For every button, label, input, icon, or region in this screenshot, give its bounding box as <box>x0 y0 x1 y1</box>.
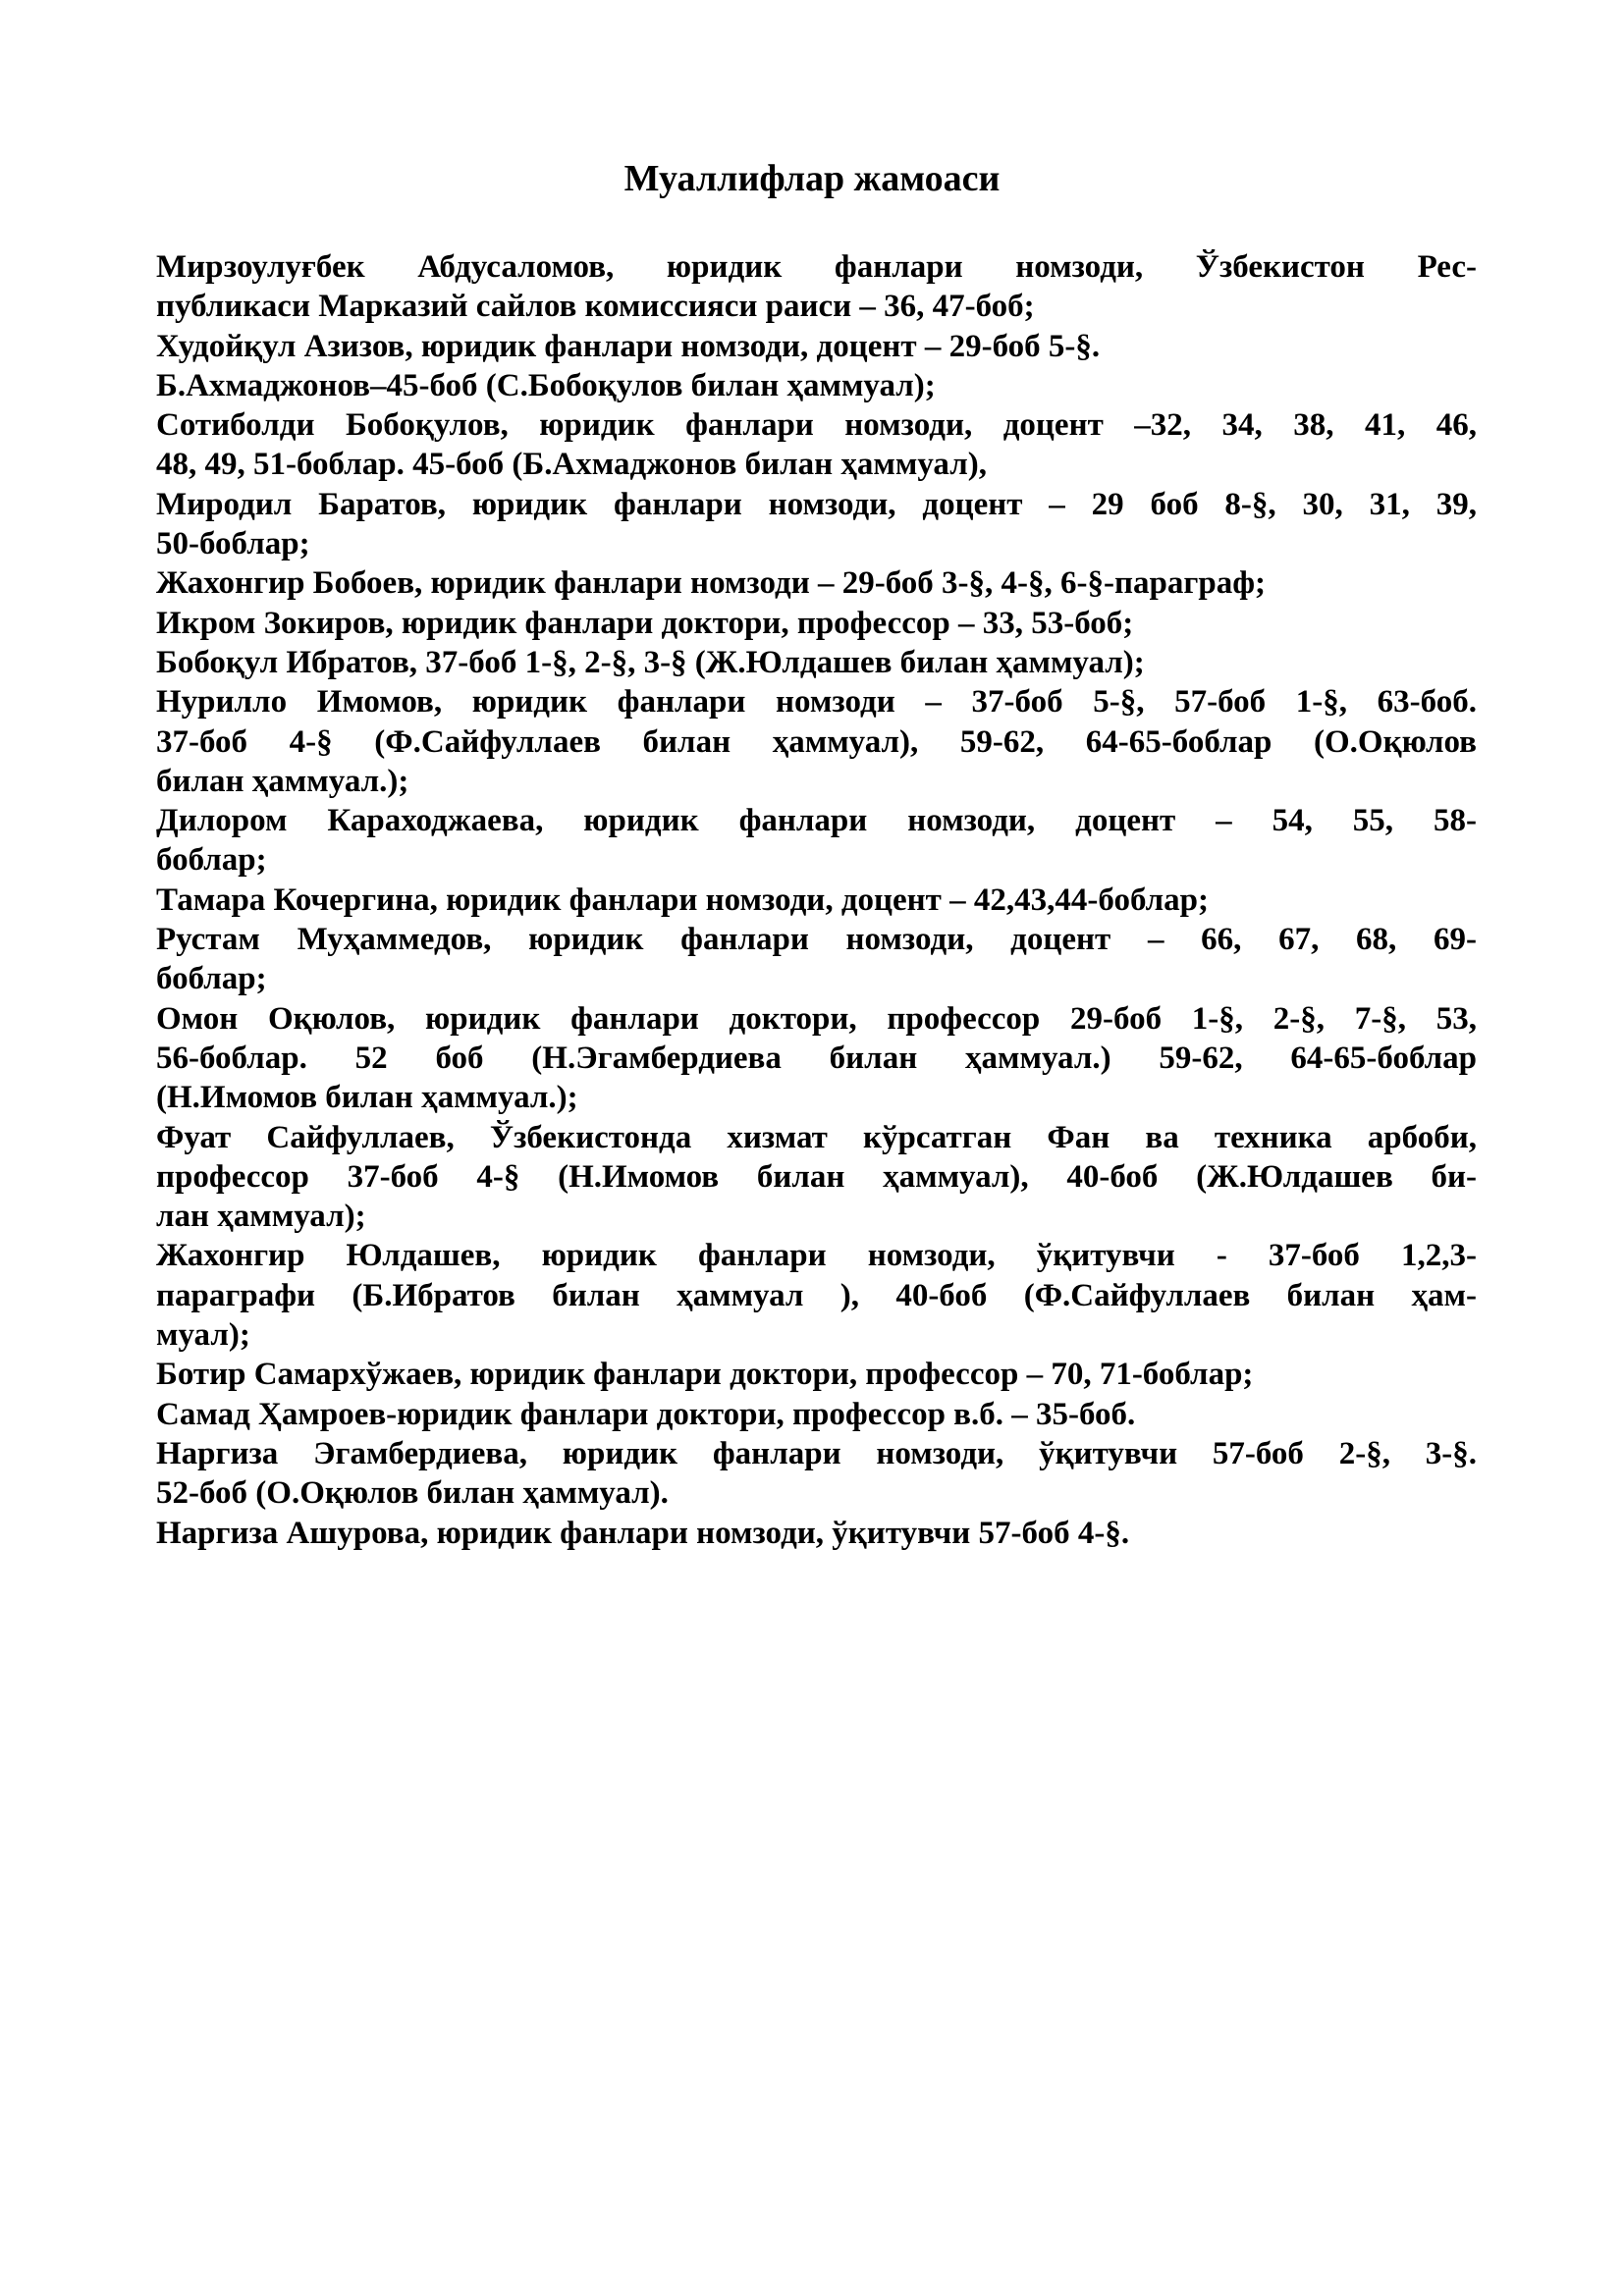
author-entry-line: Жахонгир Юлдашев, юридик фанлари номзоди, ўқитувчи - 37-боб 1,2,3- <box>156 1238 1477 1274</box>
author-entry <box>156 604 1477 643</box>
author-entry <box>156 643 1477 682</box>
author-entry-line: Жахонгир Бобоев, юридик фанлари номзоди – 29-боб 3-§, 4-§, 6-§-параграф; <box>156 565 1267 602</box>
author-entry <box>156 999 1477 1118</box>
author-entry-line: муал); <box>156 1317 250 1354</box>
author-entry-line: Худойқул Азизов, юридик фанлари номзоди, доцент – 29-боб 5-§. <box>156 328 1101 364</box>
author-entry-line: параграфи (Б.Ибратов билан ҳаммуал ), 40-боб (Ф.Сайфуллаев билан ҳам- <box>156 1277 1477 1313</box>
author-entry-line: Ботир Самархўжаев, юридик фанлари доктори, профессор – 70, 71-боблар; <box>156 1357 1254 1393</box>
author-entry-line: Рустам Муҳаммедов, юридик фанлари номзоди, доцент – 66, 67, 68, 69- <box>156 922 1477 958</box>
author-entry <box>156 682 1477 801</box>
author-entry-line: Наргиза Эгамбердиева, юридик фанлари номзоди, ўқитувчи 57-боб 2-§, 3-§. <box>156 1435 1477 1471</box>
author-entry-line: лан ҳаммуал); <box>156 1199 366 1235</box>
author-entry <box>156 485 1477 564</box>
author-entry-line: Самад Ҳамроев-юридик фанлари доктори, профессор в.б. – 35-боб. <box>156 1396 1136 1432</box>
author-entry <box>156 327 1477 366</box>
author-entry-line: Нурилло Имомов, юридик фанлари номзоди – 37-боб 5-§, 57-боб 1-§, 63-боб. <box>156 684 1477 721</box>
author-entry-line: 50-боблар; <box>156 526 310 562</box>
author-entry <box>156 920 1477 999</box>
author-entry <box>156 1236 1477 1355</box>
author-entry-line: боблар; <box>156 961 267 997</box>
page-title: Муаллифлар жамоаси <box>623 158 1001 199</box>
author-entry-line: Тамара Кочергина, юридик фанлари номзоди, доцент – 42,43,44-боблар; <box>156 881 1209 918</box>
author-entry <box>156 247 1477 327</box>
author-list <box>156 247 1477 1553</box>
author-entry <box>156 801 1477 881</box>
author-entry-line: Б.Ахмаджонов–45-боб (С.Бобоқулов билан ҳаммуал); <box>156 367 936 403</box>
author-entry-line: билан ҳаммуал.); <box>156 763 409 799</box>
author-entry-line: Омон Оқюлов, юридик фанлари доктори, профессор 29-боб 1-§, 2-§, 7-§, 53, <box>156 1000 1477 1037</box>
author-entry-line: Миродил Баратов, юридик фанлари номзоди, доцент – 29 боб 8-§, 30, 31, 39, <box>156 486 1477 522</box>
author-entry-line: боблар; <box>156 842 267 879</box>
author-entry <box>156 563 1477 603</box>
author-entry <box>156 1514 1477 1553</box>
author-entry <box>156 1434 1477 1514</box>
author-entry-line: Бобоқул Ибратов, 37-боб 1-§, 2-§, 3-§ (Ж.Юлдашев билан ҳаммуал); <box>156 644 1145 680</box>
author-entry-line: (Н.Имомов билан ҳаммуал.); <box>156 1080 578 1116</box>
author-entry-line: Мирзоулуғбек Абдусаломов, юридик фанлари номзоди, Ўзбекистон Рес- <box>156 249 1477 285</box>
author-entry-line: Наргиза Ашурова, юридик фанлари номзоди, ўқитувчи 57-боб 4-§. <box>156 1515 1130 1551</box>
author-entry <box>156 1118 1477 1237</box>
author-entry-line: 37-боб 4-§ (Ф.Сайфуллаев билан ҳаммуал), 59-62, 64-65-боблар (О.Оқюлов <box>156 723 1477 760</box>
author-entry <box>156 366 1477 405</box>
author-entry-line: 52-боб (О.Оқюлов билан ҳаммуал). <box>156 1475 669 1512</box>
author-entry-line: Сотиболди Бобоқулов, юридик фанлари номзоди, доцент –32, 34, 38, 41, 46, <box>156 407 1477 444</box>
author-entry <box>156 405 1477 485</box>
author-entry <box>156 1355 1477 1394</box>
author-entry-line: Икром Зокиров, юридик фанлари доктори, профессор – 33, 53-боб; <box>156 605 1134 641</box>
author-entry <box>156 1395 1477 1434</box>
author-entry-line: 48, 49, 51-боблар. 45-боб (Б.Ахмаджонов билан ҳаммуал), <box>156 447 987 483</box>
author-entry-line: Дилором Караходжаева, юридик фанлари номзоди, доцент – 54, 55, 58- <box>156 803 1477 839</box>
author-entry <box>156 881 1477 920</box>
author-entry-line: 56-боблар. 52 боб (Н.Эгамбердиева билан ҳаммуал.) 59-62, 64-65-боблар <box>156 1040 1477 1076</box>
author-entry-line: профессор 37-боб 4-§ (Н.Имомов билан ҳаммуал), 40-боб (Ж.Юлдашев би- <box>156 1158 1477 1195</box>
author-entry-line: Фуат Сайфуллаев, Ўзбекистонда хизмат кўрсатган Фан ва техника арбоби, <box>156 1119 1477 1155</box>
author-entry-line: публикаси Марказий сайлов комиссияси раиси – 36, 47-боб; <box>156 289 1035 325</box>
